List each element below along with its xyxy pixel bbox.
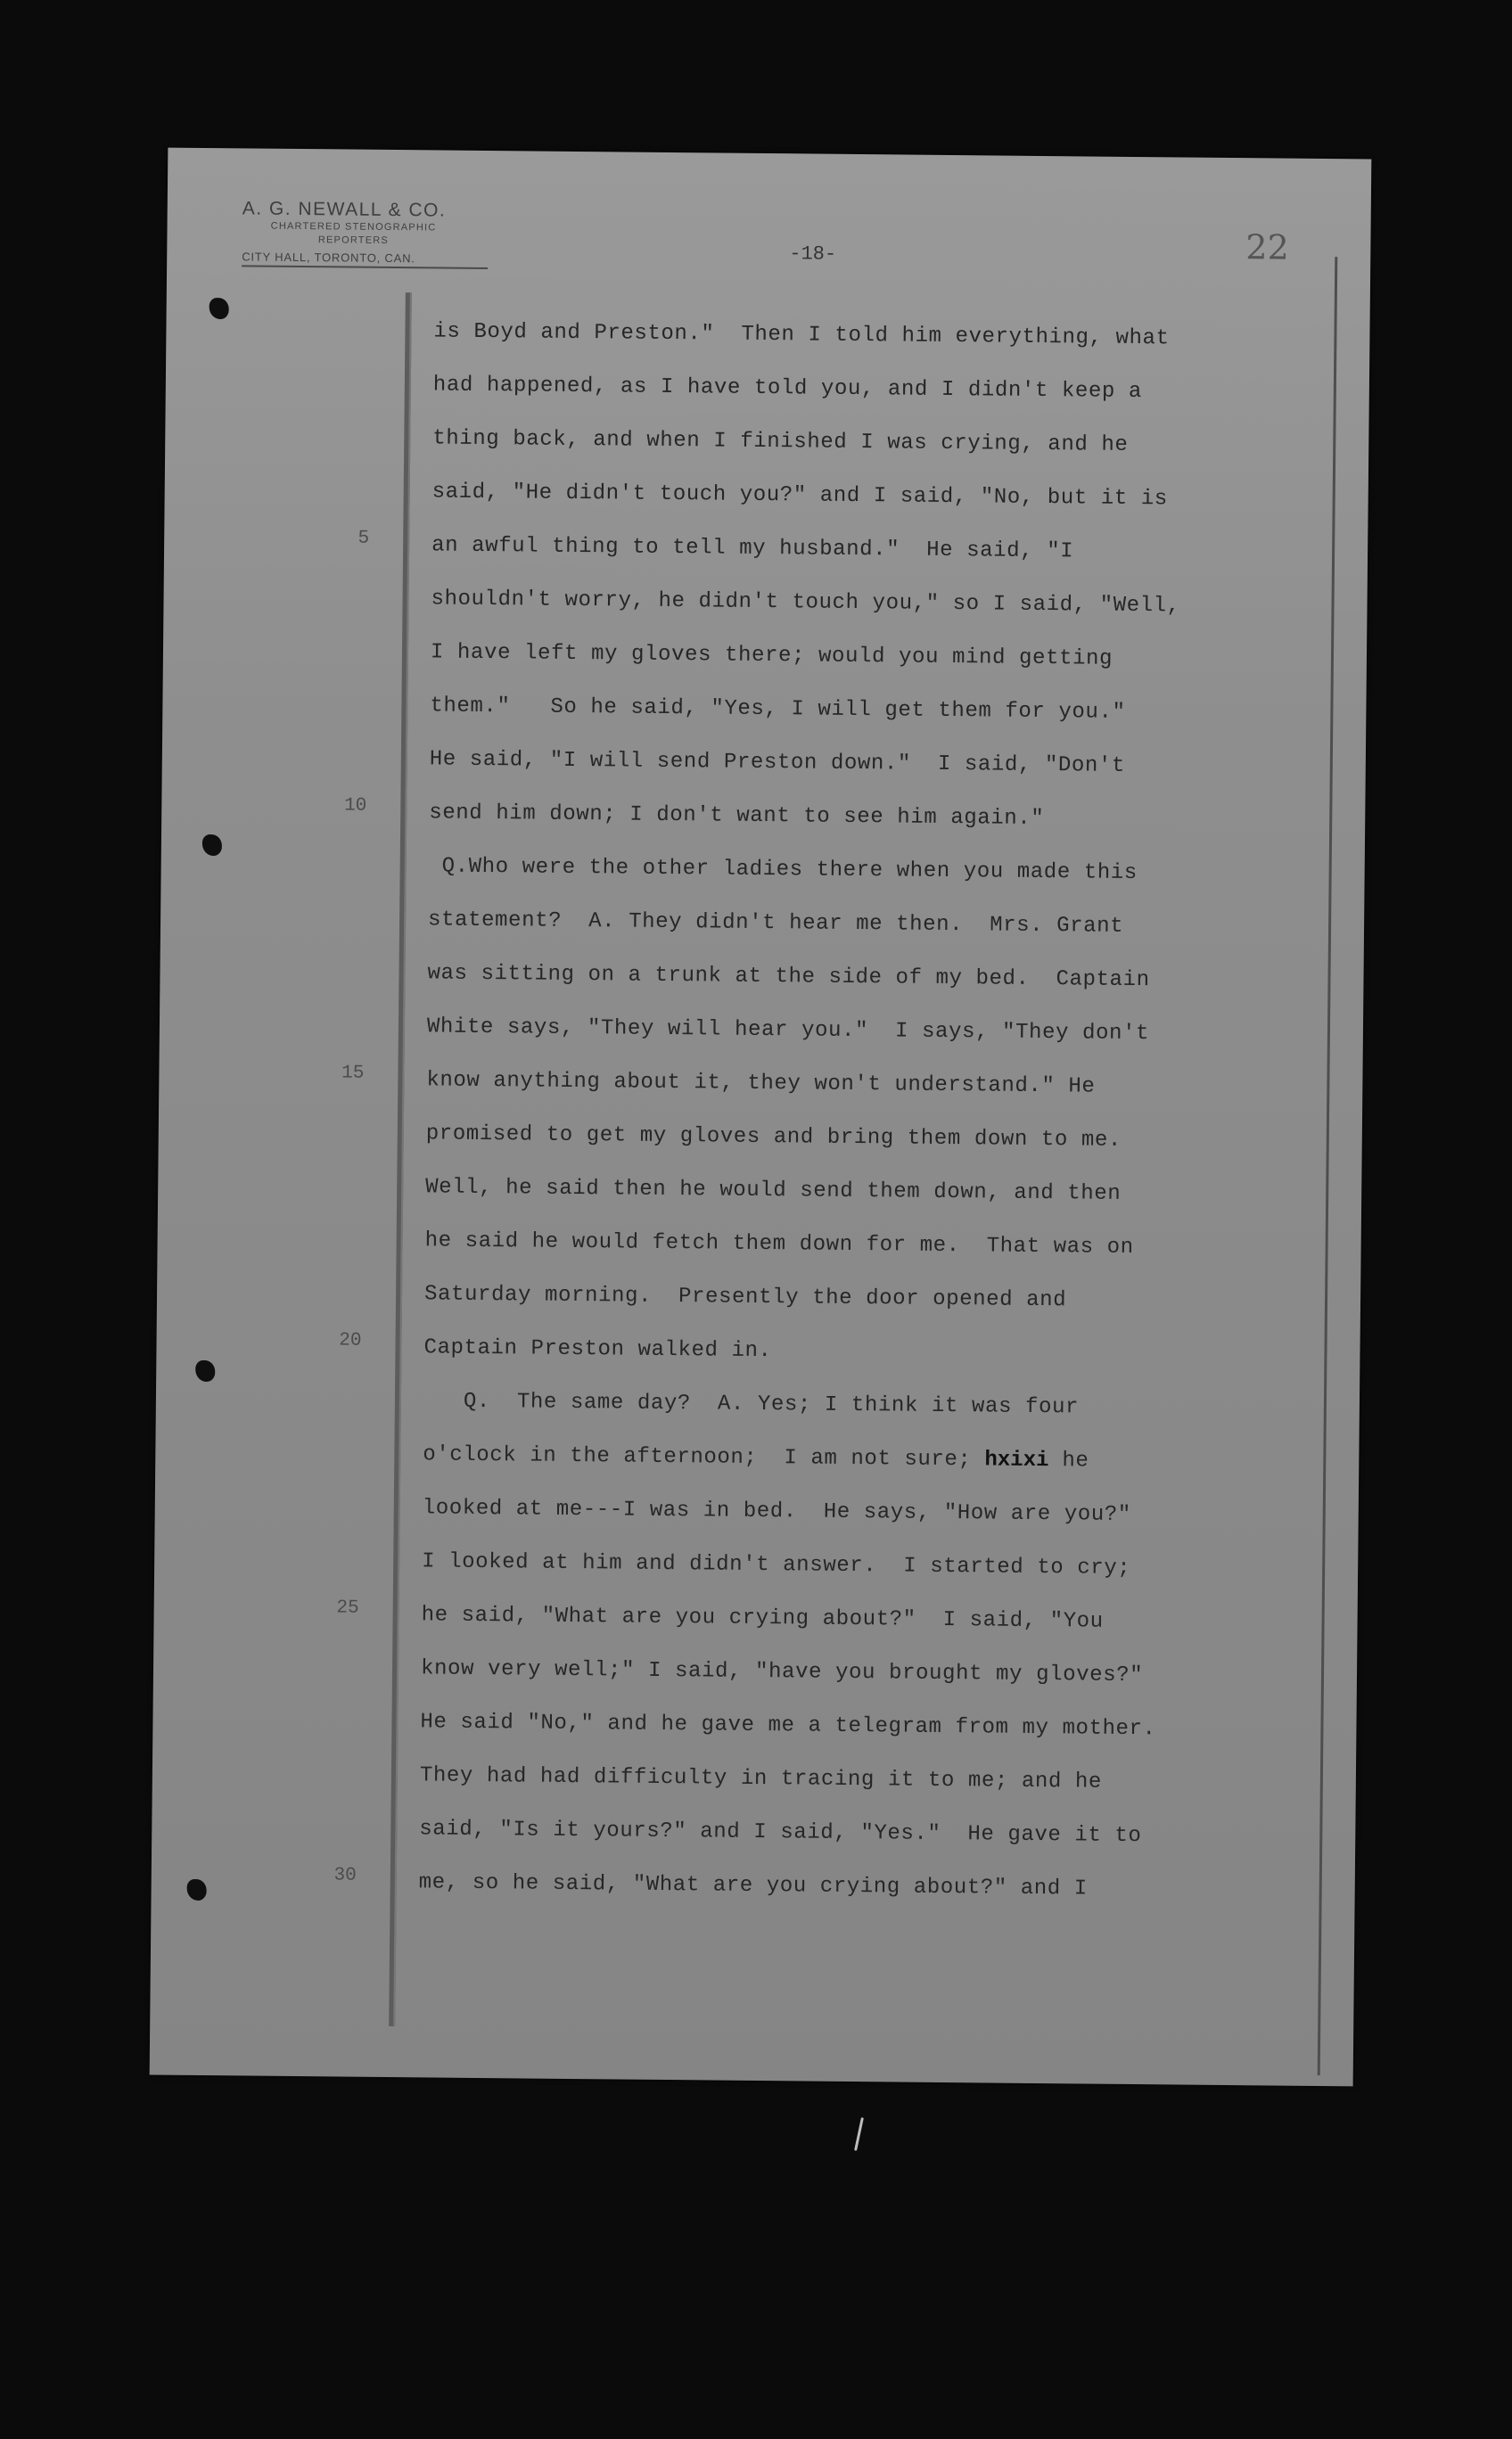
text-line: send him down; I don't want to see him again." — [429, 801, 1045, 832]
text-line: is Boyd and Preston." Then I told him everything, what — [433, 319, 1170, 351]
text-line: he said he would fetch them down for me. That was on — [424, 1228, 1134, 1261]
text-line: an awful thing to tell my husband." He said, "I — [431, 533, 1074, 564]
text-line: They had had difficulty in tracing it to me; and he — [419, 1763, 1103, 1794]
text-line: Well, he said then he would send them down, and then — [425, 1175, 1122, 1206]
text-line: Q. The same day? A. Yes; I think it was four — [423, 1389, 1080, 1420]
text-line: statement? A. They didn't hear me then. Mrs. Grant — [427, 907, 1124, 939]
page-number: -18- — [789, 242, 837, 266]
text-line-with-strikeover — [423, 1442, 1089, 1473]
text-line: I have left my gloves there; would you mind getting — [430, 640, 1113, 671]
text-line: know very well;" I said, "have you brought my gloves?" — [420, 1656, 1144, 1688]
struck-out-word: hxixi — [984, 1448, 1049, 1474]
text-line: me, so he said, "What are you crying about?" and I — [418, 1870, 1088, 1901]
text-line: said, "Is it yours?" and I said, "Yes." He gave it to — [419, 1817, 1142, 1849]
folio-number: 22 — [1245, 227, 1289, 267]
text-line: had happened, as I have told you, and I didn't keep a — [432, 373, 1143, 405]
line-number: 15 — [341, 1063, 365, 1084]
punch-hole — [202, 834, 222, 856]
line-number: 20 — [339, 1330, 362, 1351]
text-line: said, "He didn't touch you?" and I said, "No, but it is — [431, 480, 1168, 512]
punch-hole — [187, 1879, 207, 1901]
scratch-mark — [854, 2117, 864, 2151]
text-line: He said "No," and he gave me a telegram from my mother. — [420, 1710, 1156, 1742]
text-line: He said, "I will send Preston down." I said, "Don't — [429, 747, 1126, 778]
text-line: them." So he said, "Yes, I will get them for you." — [430, 694, 1126, 725]
text-line: Captain Preston walked in. — [423, 1335, 772, 1364]
left-margin-rule — [389, 292, 412, 2026]
line-number: 5 — [357, 528, 370, 549]
punch-hole — [210, 298, 229, 319]
text-line: Saturday morning. Presently the door opened and — [423, 1282, 1067, 1313]
firm-address: CITY HALL, TORONTO, CAN. — [242, 250, 488, 269]
text-line: know anything about it, they won't understand." He — [426, 1068, 1096, 1099]
punch-hole — [195, 1360, 215, 1382]
line-number-gutter — [284, 149, 382, 2077]
text-line: promised to get my gloves and bring them down to me. — [425, 1121, 1122, 1153]
right-margin-rule — [1318, 257, 1338, 2075]
line-number: 30 — [333, 1865, 357, 1886]
text-line: he said, "What are you crying about?" I said, "You — [421, 1603, 1104, 1634]
firm-subtitle-1: CHARTERED STENOGRAPHIC — [270, 220, 437, 234]
firm-name: A. G. NEWALL & CO. — [242, 198, 447, 221]
testimony-text — [418, 319, 1290, 1901]
text-line: looked at me---I was in bed. He says, "How are you?" — [422, 1496, 1131, 1528]
text-line: Q.Who were the other ladies there when you made this — [428, 854, 1138, 886]
text-line: was sitting on a trunk at the side of my bed. Captain — [427, 961, 1150, 993]
line-number: 10 — [343, 795, 367, 817]
text-line: I looked at him and didn't answer. I started to cry; — [422, 1549, 1131, 1581]
text-line-start: o'clock in the afternoon; I am not sure; — [423, 1442, 985, 1473]
line-number: 25 — [336, 1597, 359, 1619]
text-line: thing back, and when I finished I was crying, and he — [432, 426, 1129, 457]
text-line: White says, "They will hear you." I says, "They don't — [426, 1014, 1150, 1047]
text-line: shouldn't worry, he didn't touch you," so I said, "Well, — [431, 587, 1180, 619]
firm-subtitle-2: REPORTERS — [317, 234, 390, 246]
transcript-page — [150, 148, 1372, 2087]
text-line-end: he — [1048, 1449, 1089, 1474]
